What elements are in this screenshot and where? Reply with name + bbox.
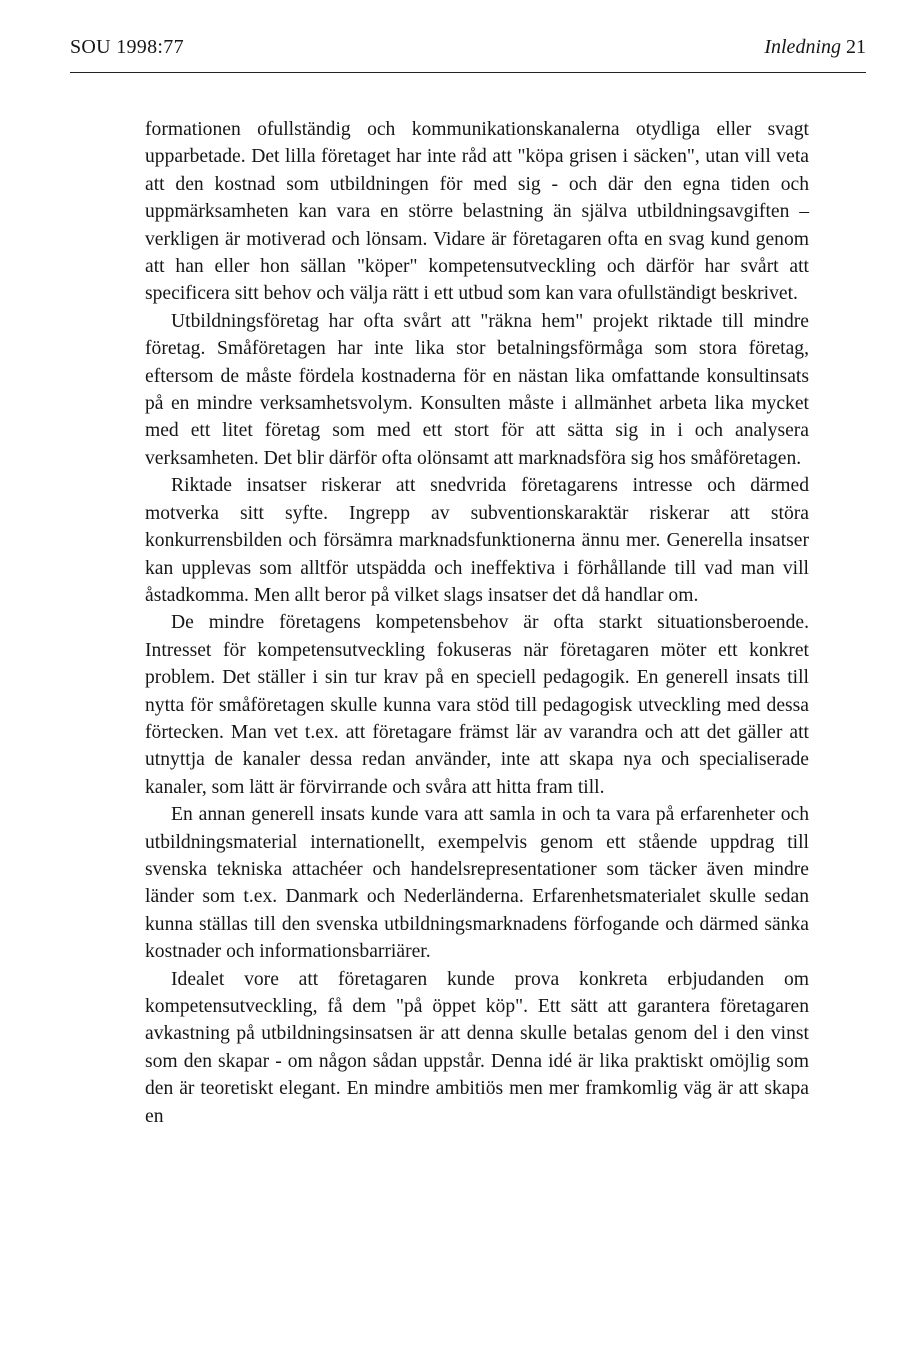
paragraph: Utbildningsföretag har ofta svårt att "räkna hem" projekt riktade till mindre företag. Småföretagen har inte lika stor betalningsförmåga som stora företag, eftersom de måste fördela kostnaderna för en nästan lika omfattande konsultinsats på en mindre verksamhetsvolym. Konsulten måste i allmänhet arbeta lika mycket med ett litet företag som med ett stort för att sätta sig in i och analysera verksamheten. Det blir därför ofta olönsamt att marknadsföra sig hos småföretagen.	[145, 310, 809, 469]
page-number: 21	[846, 36, 866, 58]
paragraph: En annan generell insats kunde vara att samla in och ta vara på erfarenheter och utbildningsmaterial internationellt, exempelvis genom ett stående uppdrag till svenska tekniska attachéer och handelsrepresentationer som täcker även mindre länder som t.ex. Danmark och Nederländerna. Erfarenhetsmaterialet skulle sedan kunna ställas till den svenska utbildningsmarknadens förfogande och därmed sänka kostnader och informationsbarriärer.	[145, 804, 809, 963]
paragraph: De mindre företagens kompetensbehov är ofta starkt situationsberoende. Intresset för kompetensutveckling fokuseras när företagaren möter ett konkret problem. Det ställer i sin tur krav på en speciell pedagogik. En generell insats till nytta för småföretagen skulle kunna vara stöd till pedagogisk utveckling med dessa förtecken. Man vet t.ex. att företagare främst lär av varandra och att det gäller att utnyttja de kanaler dessa redan använder, inte att skapa nya och specialiserade kanaler, som lätt är förvirrande och svåra att hitta fram till.	[145, 612, 809, 798]
section-title: Inledning	[764, 36, 841, 58]
page-header	[70, 33, 866, 63]
paragraph: Idealet vore att företagaren kunde prova konkreta erbjudanden om kompetensutveckling, få dem "på öppet köp". Ett sätt att garantera företagaren avkastning på utbildningsinsatsen är att denna skulle betalas genom del i den vinst som den skapar - om någon sådan uppstår. Denna idé är lika praktiskt omöjlig som den är teoretiskt elegant. En mindre ambitiös men mer framkomlig väg är att skapa en	[145, 968, 809, 1127]
paragraph: formationen ofullständig och kommunikationskanalerna otydliga eller svagt upparbetade. Det lilla företaget har inte råd att "köpa grisen i säcken", utan vill veta att den kostnad som utbildningen för med sig - och där den egna tiden och uppmärksamheten kan vara en större belastning än själva utbildningsavgiften – verkligen är motiverad och lönsam. Vidare är företagaren ofta en svag kund genom att han eller hon sällan "köper" kompetensutveckling och därför har svårt att specificera sitt behov och välja rätt i ett utbud som kan vara ofullständigt beskrivet.	[145, 119, 809, 305]
header-rule	[70, 72, 866, 73]
running-head	[764, 33, 866, 61]
paragraph: Riktade insatser riskerar att snedvrida företagarens intresse och därmed motverka sitt syfte. Ingrepp av subventionskaraktär riskerar att störa konkurrensbilden och försämra marknadsfunktionerna ännu mer. Generella insatser kan upplevas som alltför utspädda och ineffektiva i förhållande till vad man vill åstadkomma. Men allt beror på vilket slags insatser det då handlar om.	[145, 475, 809, 606]
body-text	[145, 116, 809, 1130]
document-id: SOU 1998:77	[70, 36, 184, 58]
